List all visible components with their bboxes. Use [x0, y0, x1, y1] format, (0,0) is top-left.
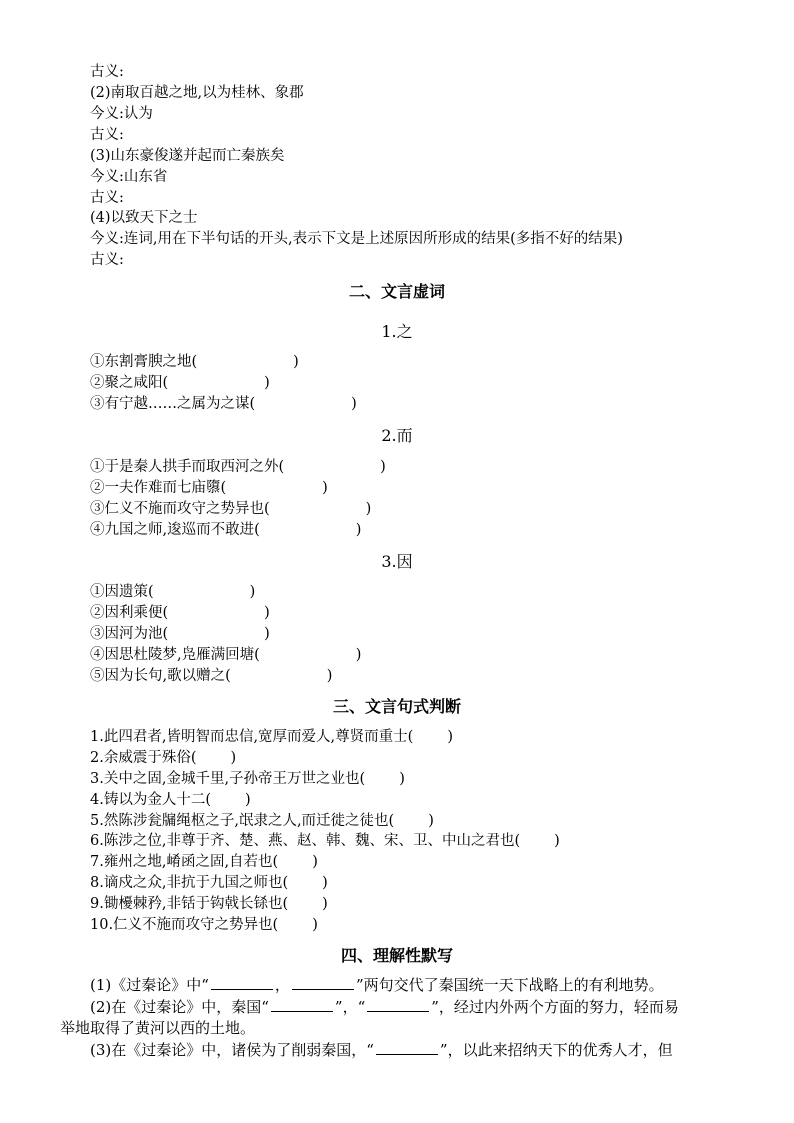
pattern-item-9: 9.锄櫌棘矜,非铦于钩戟长铩也( )	[90, 896, 328, 912]
pattern-item-4: 4.铸以为金人十二( )	[90, 792, 251, 808]
er-item-3: ③仁义不施而攻守之势异也( )	[90, 501, 372, 517]
example-4: (4)以致天下之士	[90, 210, 198, 226]
section-heading-function-words: 二、文言虚词	[348, 282, 445, 301]
yin-item-5: ⑤因为长句,歌以赠之( )	[90, 668, 333, 684]
pattern-item-2: 2.余威震于殊俗( )	[90, 750, 237, 766]
dictation-question-2: (2)在《过秦论》中，秦国“ ”，“ ”，经过内外两个方面的努力，轻而易 举地取得了黄河以西的土地。	[60, 998, 679, 1037]
dictation-question-3: (3)在《过秦论》中，诸侯为了削弱秦国，“ ”，以此来招纳天下的优秀人才，但	[90, 1041, 673, 1059]
er-item-4: ④九国之师,逡巡而不敢进( )	[90, 522, 362, 538]
subheading-yin: 3.因	[381, 552, 413, 571]
subheading-er: 2.而	[381, 426, 413, 445]
answer-blank[interactable]	[211, 977, 273, 990]
yin-item-1: ①因遗策( )	[90, 584, 256, 600]
gu-yi-label-3: 古义:	[90, 190, 124, 206]
answer-blank[interactable]	[271, 999, 333, 1012]
answer-blank[interactable]	[292, 977, 354, 990]
answer-blank[interactable]	[376, 1042, 438, 1055]
jin-yi-2: 今义:认为	[90, 106, 153, 122]
dictation-question-1: (1)《过秦论》中“ ， ”两句交代了秦国统一天下战略上的有利地势。	[90, 976, 664, 994]
jin-yi-4: 今义:连词,用在下半句话的开头,表示下文是上述原因所形成的结果(多指不好的结果)	[90, 231, 623, 247]
yin-item-4: ④因思杜陵梦,凫雁满回塘( )	[90, 647, 362, 663]
pattern-item-6: 6.陈涉之位,非尊于齐、楚、燕、赵、韩、魏、宋、卫、中山之君也( )	[90, 833, 560, 849]
er-item-2: ②一夫作难而七庙隳( )	[90, 480, 328, 496]
subheading-zhi: 1.之	[381, 322, 413, 341]
gu-yi-label-2: 古义:	[90, 127, 124, 143]
section-heading-dictation: 四、理解性默写	[340, 946, 453, 965]
pattern-item-3: 3.关中之固,金城千里,子孙帝王万世之业也( )	[90, 771, 405, 787]
pattern-item-1: 1.此四君者,皆明智而忠信,宽厚而爱人,尊贤而重士( )	[90, 729, 453, 745]
gu-yi-label-1: 古义:	[90, 64, 124, 80]
jin-yi-3: 今义:山东省	[90, 169, 168, 185]
zhi-item-3: ③有宁越……之属为之谋( )	[90, 396, 357, 412]
yin-item-3: ③因河为池( )	[90, 626, 270, 642]
section-heading-sentence-patterns: 三、文言句式判断	[332, 697, 461, 716]
pattern-item-10: 10.仁义不施而攻守之势异也( )	[90, 917, 318, 933]
example-3: (3)山东豪俊遂并起而亡秦族矣	[90, 148, 285, 164]
gu-yi-label-4: 古义:	[90, 252, 124, 268]
example-2: (2)南取百越之地,以为桂林、象郡	[90, 85, 304, 101]
yin-item-2: ②因利乘便( )	[90, 605, 270, 621]
pattern-item-8: 8.谪戍之众,非抗于九国之师也( )	[90, 875, 328, 891]
er-item-1: ①于是秦人拱手而取西河之外( )	[90, 459, 386, 475]
zhi-item-1: ①东割膏腴之地( )	[90, 354, 299, 370]
pattern-item-7: 7.雍州之地,崤函之固,自若也( )	[90, 854, 318, 870]
answer-blank[interactable]	[367, 999, 429, 1012]
pattern-item-5: 5.然陈涉瓮牖绳枢之子,氓隶之人,而迁徙之徒也( )	[90, 813, 434, 829]
zhi-item-2: ②聚之咸阳( )	[90, 375, 270, 391]
